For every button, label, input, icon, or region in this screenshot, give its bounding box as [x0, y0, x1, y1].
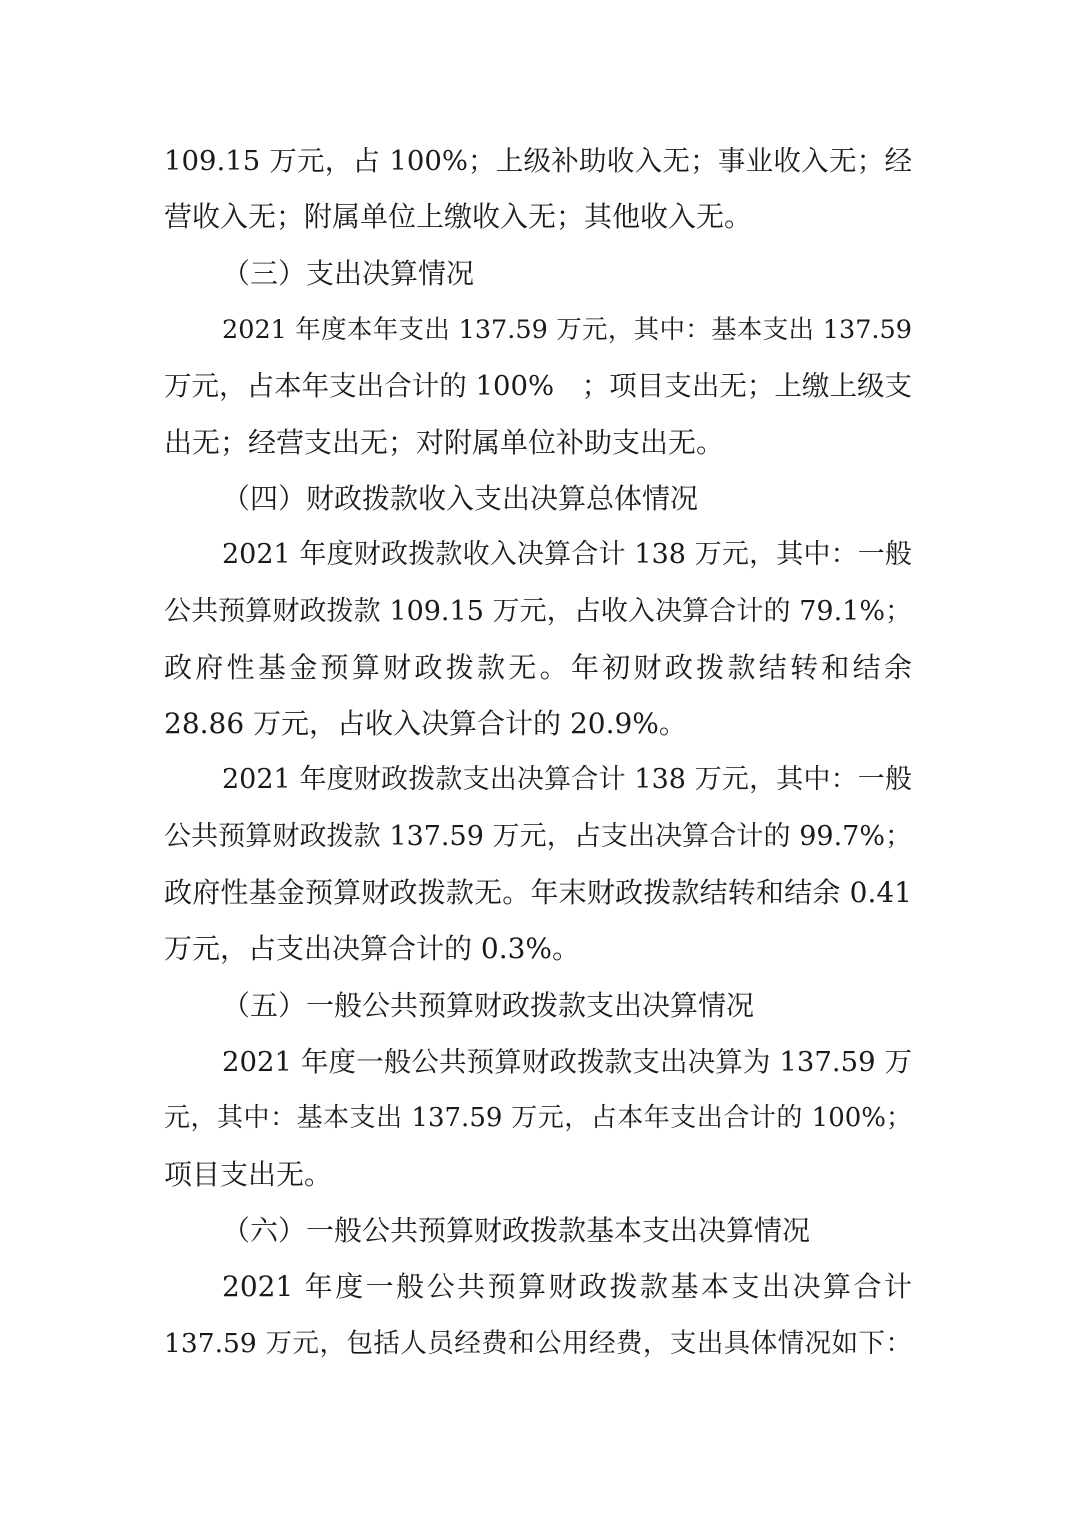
paragraph-line: 137.59 万元，包括人员经费和公用经费，支出具体情况如下： — [164, 1328, 912, 1359]
paragraph-line: 政府性基金预算财政拨款无。年初财政拨款结转和结余 — [164, 651, 912, 684]
paragraph-line: 元，其中：基本支出 137.59 万元，占本年支出合计的 100%； — [164, 1103, 912, 1133]
section-heading-6: （六）一般公共预算财政拨款基本支出决算情况 — [222, 1214, 811, 1247]
paragraph-line: 2021 年度一般公共预算财政拨款基本支出决算合计 — [222, 1270, 912, 1303]
paragraph-line: 2021 年度一般公共预算财政拨款支出决算为 137.59 万 — [222, 1046, 912, 1078]
paragraph-line: 109.15 万元，占 100%；上级补助收入无；事业收入无；经 — [164, 145, 912, 177]
section-heading-5: （五）一般公共预算财政拨款支出决算情况 — [222, 989, 755, 1022]
paragraph-line: 公共预算财政拨款 109.15 万元，占收入决算合计的 79.1%； — [164, 596, 912, 627]
paragraph-line: 项目支出无。 — [164, 1158, 333, 1191]
paragraph-line: 2021 年度财政拨款收入决算合计 138 万元，其中：一般 — [222, 539, 912, 570]
section-heading-3: （三）支出决算情况 — [222, 257, 475, 290]
section-heading-4: （四）财政拨款收入支出决算总体情况 — [222, 482, 699, 515]
paragraph-line: 政府性基金预算财政拨款无。年末财政拨款结转和结余 0.41 — [164, 876, 912, 909]
paragraph-line: 公共预算财政拨款 137.59 万元，占支出决算合计的 99.7%； — [164, 821, 912, 852]
paragraph-line: 2021 年度本年支出 137.59 万元，其中：基本支出 137.59 — [222, 315, 912, 345]
paragraph-line: 万元，占支出决算合计的 0.3%。 — [164, 932, 581, 965]
paragraph-line: 2021 年度财政拨款支出决算合计 138 万元，其中：一般 — [222, 764, 912, 795]
paragraph-line: 万元，占本年支出合计的 100% ；项目支出无；上缴上级支 — [164, 370, 912, 402]
paragraph-line: 28.86 万元，占收入决算合计的 20.9%。 — [164, 707, 687, 740]
paragraph-line: 营收入无；附属单位上缴收入无；其他收入无。 — [164, 200, 753, 233]
paragraph-line: 出无；经营支出无；对附属单位补助支出无。 — [164, 426, 725, 459]
